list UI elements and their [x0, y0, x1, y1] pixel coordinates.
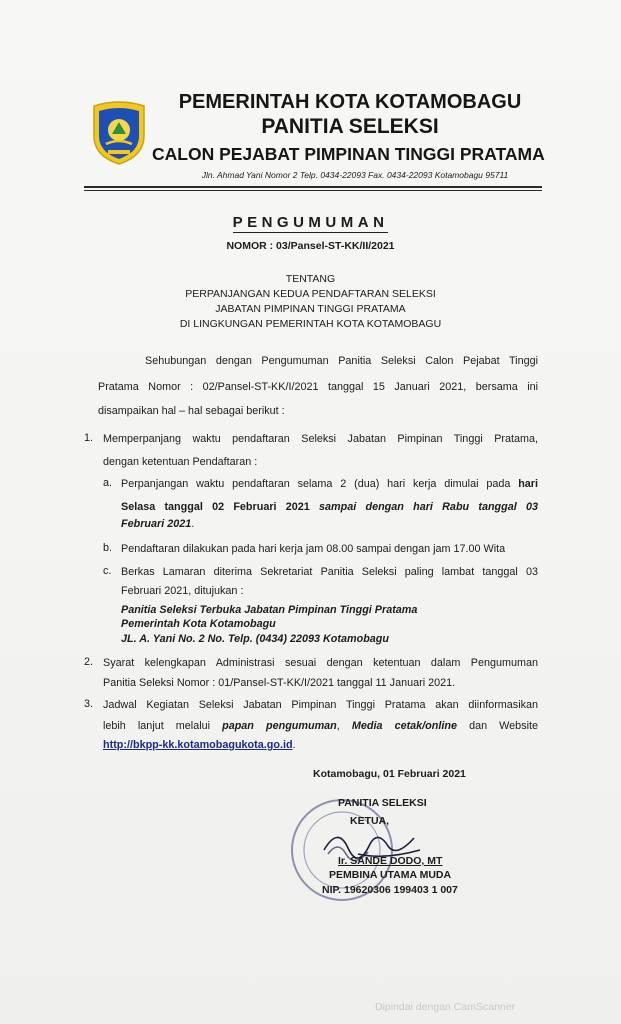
recipient-line-3: JL. A. Yani No. 2 No. Telp. (0434) 22093 Kotamobagu	[121, 633, 389, 645]
item-2-number: 2.	[84, 656, 94, 668]
item-1a-end-date: sampai dengan hari Rabu tanggal 03	[319, 501, 539, 513]
item-1b-letter: b.	[103, 542, 113, 554]
sign-role: KETUA,	[350, 815, 390, 827]
item-2-line-1: Syarat kelengkapan Administrasi sesuai dengan ketentuan dalam Pengumuman	[103, 657, 538, 669]
item-1-line-1: Memperpanjang waktu pendaftaran Seleksi Jabatan Pimpinan Tinggi Pratama,	[103, 433, 538, 445]
website-link[interactable]: http://bkpp-kk.kotamobagukota.go.id	[103, 739, 293, 751]
item-1a-line-3	[121, 517, 194, 531]
subject-line-2: JABATAN PIMPINAN TINGGI PRATAMA	[215, 303, 406, 315]
scanner-watermark: Dipindai dengan CamScanner	[375, 1001, 516, 1013]
item-3-text-a: lebih lanjut melalui	[103, 720, 211, 732]
signatory-name: Ir. SANDE DODO, MT	[338, 855, 443, 867]
item-1-number: 1.	[84, 432, 94, 444]
recipient-line-2: Pemerintah Kota Kotamobagu	[121, 618, 276, 630]
intro-line-2: Pratama Nomor : 02/Pansel-ST-KK/I/2021 tanggal 15 Januari 2021, bersama ini	[98, 381, 538, 393]
item-1c-line-2: Februari 2021, ditujukan :	[121, 585, 244, 597]
letterhead-position: CALON PEJABAT PIMPINAN TINGGI PRATAMA	[152, 144, 545, 164]
intro-line-3: disampaikan hal – hal sebagai berikut :	[98, 405, 285, 417]
item-1a-line-1	[121, 477, 538, 491]
announcement-number: NOMOR : 03/Pansel-ST-KK/II/2021	[226, 240, 395, 252]
item-1-line-2: dengan ketentuan Pendaftaran :	[103, 456, 258, 468]
subject-line-3: DI LINGKUNGAN PEMERINTAH KOTA KOTAMOBAGU	[179, 318, 442, 330]
item-3-line-3	[103, 738, 296, 752]
item-1a-bold-hari: hari	[518, 478, 539, 490]
item-1a-letter: a.	[103, 477, 113, 489]
city-emblem-logo	[86, 100, 152, 166]
signatory-nip: NIP. 19620306 199403 1 007	[322, 884, 458, 896]
item-3-comma: ,	[336, 720, 340, 732]
item-3-period: .	[292, 739, 296, 751]
letterhead-government: PEMERINTAH KOTA KOTAMOBAGU	[178, 91, 522, 113]
recipient-line-1: Panitia Seleksi Terbuka Jabatan Pimpinan Tinggi Pratama	[121, 604, 418, 616]
signatory-rank: PEMBINA UTAMA MUDA	[329, 869, 452, 881]
item-1c-letter: c.	[103, 565, 112, 577]
item-2-line-2: Panitia Seleksi Nomor : 01/Pansel-ST-KK/I/2021 tanggal 11 Januari 2021.	[103, 677, 456, 689]
item-3-board: papan pengumuman	[222, 720, 337, 732]
sign-place-date: Kotamobagu, 01 Februari 2021	[313, 768, 466, 780]
letterhead-rule-thick	[84, 186, 542, 188]
item-1a-line-2	[121, 500, 538, 514]
item-3-line-2	[103, 719, 538, 733]
item-1a-end-month: Februari 2021	[121, 518, 192, 530]
item-3-media: Media cetak/online	[351, 720, 457, 732]
announcement-title-text: PENGUMUMAN	[232, 214, 389, 231]
item-1a-period: .	[191, 518, 195, 530]
tentang-label: TENTANG	[285, 273, 336, 285]
announcement-title	[0, 214, 621, 231]
item-3-number: 3.	[84, 698, 94, 710]
item-3-line-1: Jadwal Kegiatan Seleksi Jabatan Pimpinan Tinggi Pratama akan diinformasikan	[103, 699, 538, 711]
letterhead-committee: PANITIA SELEKSI	[261, 115, 439, 138]
sign-organization: PANITIA SELEKSI	[338, 797, 427, 809]
item-3-text-e: dan Website	[469, 720, 538, 732]
item-1a-text: Perpanjangan waktu pendaftaran selama 2 (dua) hari kerja dimulai pada	[121, 478, 511, 490]
letterhead-address: Jln. Ahmad Yani Nomor 2 Telp. 0434-22093 Fax. 0434-22093 Kotamobagu 95711	[201, 170, 509, 180]
item-1a-start-date: Selasa tanggal 02 Februari 2021	[121, 501, 310, 513]
intro-line-1: Sehubungan dengan Pengumuman Panitia Seleksi Calon Pejabat Tinggi	[145, 355, 538, 367]
subject-line-1: PERPANJANGAN KEDUA PENDAFTARAN SELEKSI	[185, 288, 436, 300]
letterhead-rule-thin	[84, 190, 542, 191]
item-1b-text: Pendaftaran dilakukan pada hari kerja jam 08.00 sampai dengan jam 17.00 Wita	[121, 543, 506, 555]
item-1c-line-1: Berkas Lamaran diterima Sekretariat Panitia Seleksi paling lambat tanggal 03	[121, 566, 538, 578]
